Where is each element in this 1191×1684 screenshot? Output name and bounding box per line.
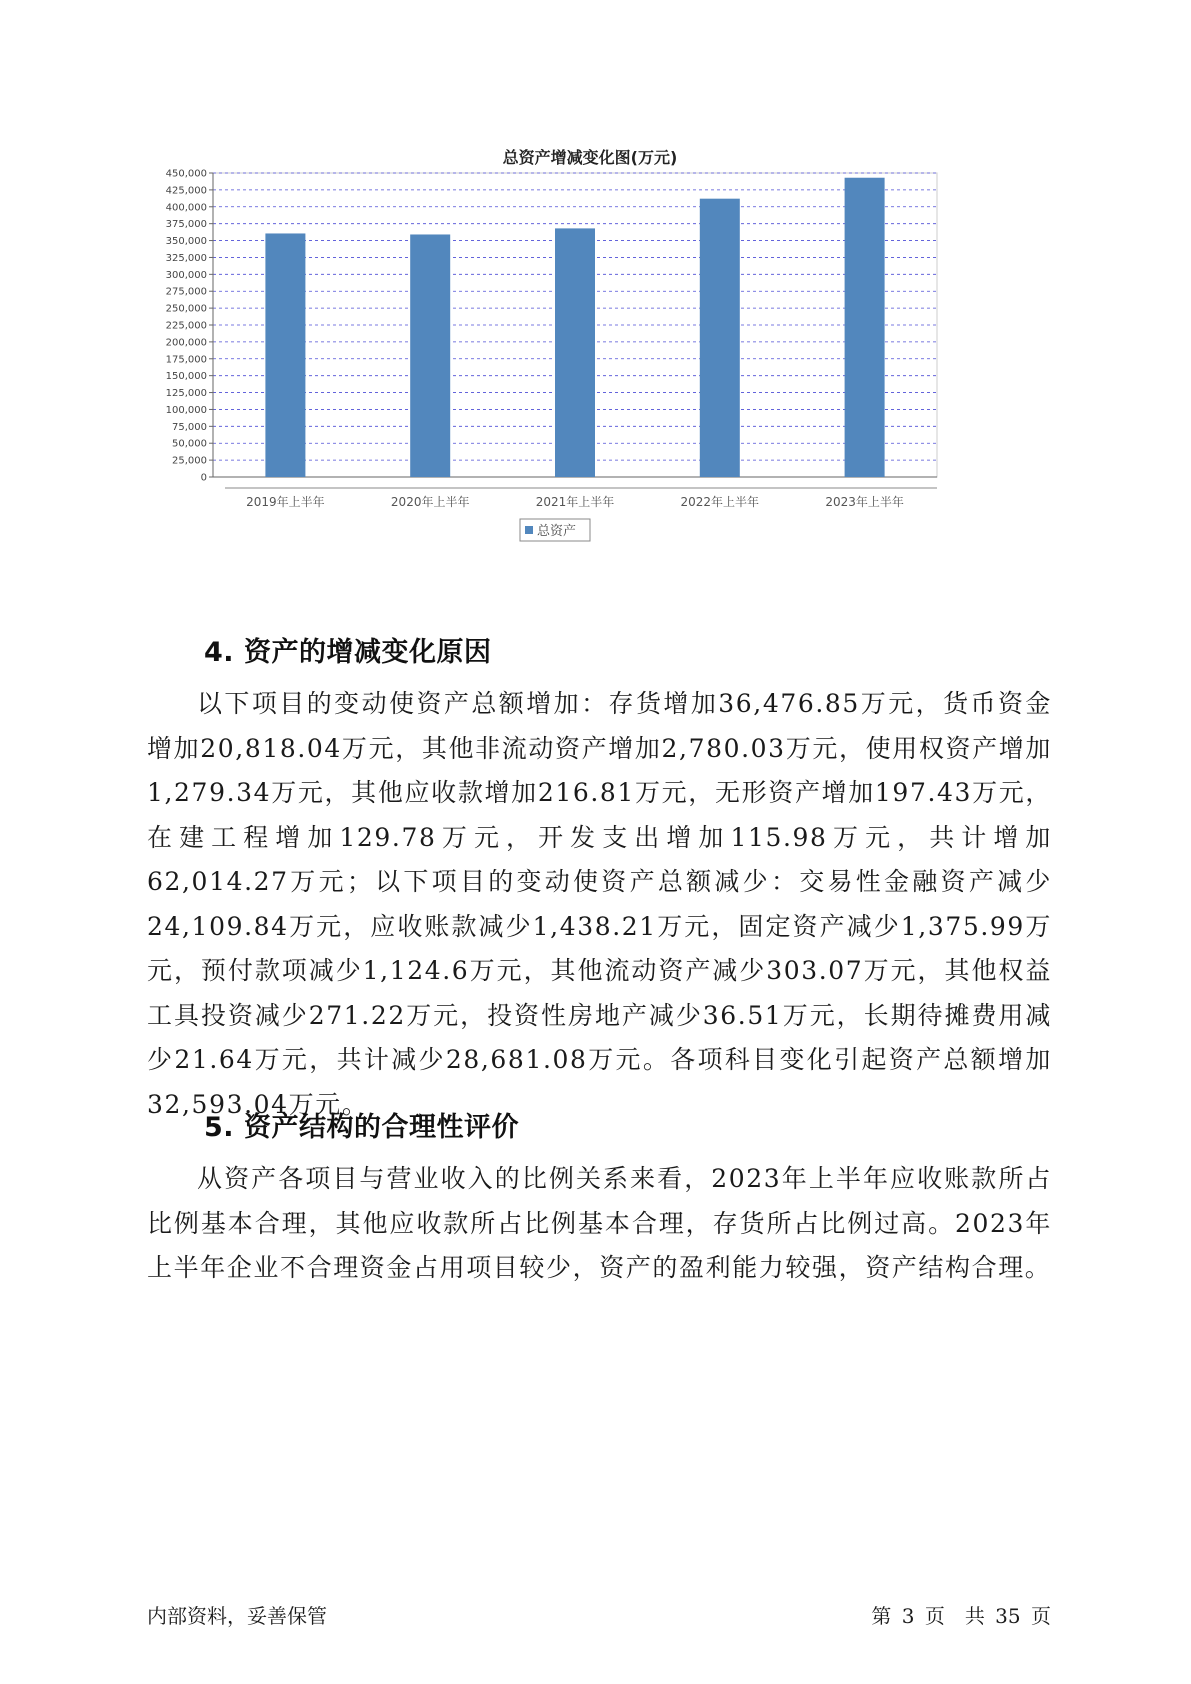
- y-tick-label: 25,000: [172, 455, 207, 467]
- bar: [845, 178, 885, 477]
- y-tick-label: 300,000: [165, 269, 207, 281]
- legend-label: 总资产: [537, 524, 577, 539]
- x-tick-label: 2022年上半年: [680, 495, 760, 509]
- y-tick-label: 125,000: [165, 388, 207, 400]
- bar: [410, 234, 450, 477]
- y-tick-label: 75,000: [172, 421, 207, 433]
- bar-chart-svg: [150, 140, 1030, 600]
- y-tick-label: 175,000: [165, 354, 207, 366]
- y-tick-label: 100,000: [165, 404, 207, 416]
- y-tick-label: 225,000: [165, 320, 207, 332]
- y-tick-label: 350,000: [165, 236, 207, 248]
- y-tick-label: 425,000: [165, 185, 207, 197]
- y-tick-label: 450,000: [165, 168, 207, 180]
- chart-title: 总资产增减变化图(万元): [502, 148, 678, 167]
- section-5-paragraph: 从资产各项目与营业收入的比例关系来看，2023年上半年应收账款所占比例基本合理，其他应收款所占比例基本合理，存货所占比例过高。2023年上半年企业不合理资金占用项目较少，资产的盈利能力较强，资产结构合理。: [147, 1164, 1052, 1282]
- bar: [700, 199, 740, 477]
- x-tick-label: 2020年上半年: [390, 495, 470, 509]
- bar: [265, 233, 305, 477]
- footer-confidential-note: 内部资料，妥善保管: [147, 1604, 327, 1628]
- y-tick-label: 50,000: [172, 438, 207, 450]
- x-tick-label: 2021年上半年: [535, 495, 615, 509]
- y-tick-label: 400,000: [165, 202, 207, 214]
- y-tick-label: 275,000: [165, 286, 207, 298]
- y-tick-label: 200,000: [165, 337, 207, 349]
- legend-swatch: [525, 526, 533, 534]
- footer-page-number: 第 3 页 共 35 页: [871, 1604, 1051, 1628]
- y-tick-label: 375,000: [165, 219, 207, 231]
- section-4-paragraph: 以下项目的变动使资产总额增加：存货增加36,476.85万元，货币资金增加20,818.04万元，其他非流动资产增加2,780.03万元，使用权资产增加1,279.34万元，其他应收款增加216.81万元，无形资产增加197.43万元，在建工程增加129.78万元，开发支出增加115.98万元，共计增加62,014.27万元；以下项目的变动使资产总额减少：交易性金融资产减少24,109.84万元，应收账款减少1,438.21万元，固定资产减少1,375.99万元，预付款项减少1,124.6万元，其他流动资产减少303.07万元，其他权益工具投资减少271.22万元，投资性房地产减少36.51万元，长期待摊费用减少21.64万元，共计减少28,681.08万元。各项科目变化引起资产总额增加32,593.04万元。: [147, 689, 1052, 1119]
- x-tick-label: 2023年上半年: [825, 495, 904, 509]
- section-5-heading: 5. 资产结构的合理性评价: [204, 1112, 519, 1143]
- x-tick-label: 2019年上半年: [246, 495, 325, 509]
- y-tick-label: 250,000: [165, 303, 207, 315]
- total-assets-chart: [150, 140, 1030, 600]
- section-4-heading: 4. 资产的增减变化原因: [204, 637, 492, 668]
- y-tick-label: 150,000: [165, 371, 207, 383]
- bar: [555, 228, 595, 477]
- y-tick-label: 325,000: [165, 252, 207, 264]
- y-tick-label: 0: [200, 472, 207, 484]
